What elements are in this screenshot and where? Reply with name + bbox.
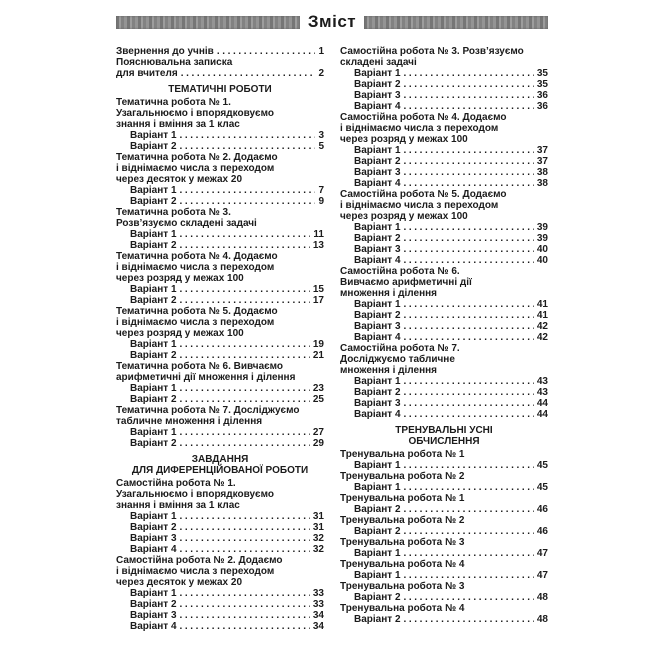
variant-row-label: Варіант 1 (130, 339, 177, 350)
variant-row (116, 588, 324, 599)
variant-row-label: Варіант 2 (354, 504, 401, 515)
variant-row (116, 621, 324, 632)
work-title-line: складені задачі (340, 57, 417, 68)
page-number: 40 (536, 244, 548, 255)
dot-leader (404, 460, 534, 471)
page-number: 33 (312, 588, 324, 599)
work-title-line: множення і ділення (340, 288, 438, 299)
page-number: 48 (536, 614, 548, 625)
variant-row (340, 376, 548, 387)
variant-row-label: Варіант 3 (130, 533, 177, 544)
page-number: 17 (312, 295, 324, 306)
toc-header (116, 12, 548, 32)
variant-row (116, 196, 324, 207)
variant-row-label: Варіант 3 (354, 398, 401, 409)
page-number: 36 (536, 101, 548, 112)
page-number: 45 (536, 460, 548, 471)
page-number: 39 (536, 233, 548, 244)
work-title-line: через десяток у межах 20 (116, 577, 243, 588)
work-title-line: Самостійна робота № 5. Додаємо (340, 189, 507, 200)
variant-row (340, 145, 548, 156)
variant-row-label: Варіант 1 (354, 145, 401, 156)
dot-leader (404, 233, 534, 244)
variant-row-label: Варіант 2 (130, 438, 177, 449)
page-number: 38 (536, 167, 548, 178)
variant-row (340, 504, 548, 515)
page-number: 47 (536, 570, 548, 581)
variant-row-label: Варіант 1 (130, 130, 177, 141)
dot-leader (404, 376, 534, 387)
entry-row-label: Звернення до учнів (116, 46, 214, 57)
dot-leader (180, 588, 310, 599)
dot-leader (404, 548, 534, 559)
work-title-line: Самостійна робота № 4. Додаємо (340, 112, 507, 123)
dot-leader (404, 101, 534, 112)
page-number: 31 (312, 511, 324, 522)
variant-row (116, 522, 324, 533)
variant-row-label: Варіант 1 (130, 427, 177, 438)
work-title-line: і віднімаємо числа з переходом (340, 200, 499, 211)
variant-row-label: Варіант 1 (130, 284, 177, 295)
page-number: 13 (312, 240, 324, 251)
entry-line: Пояснювальна записка (116, 57, 233, 68)
variant-row-label: Варіант 1 (354, 299, 401, 310)
page-number: 43 (536, 376, 548, 387)
entry-row-label: для вчителя (116, 68, 178, 79)
variant-row (116, 599, 324, 610)
variant-row-label: Варіант 1 (130, 588, 177, 599)
variant-row-label: Варіант 2 (354, 156, 401, 167)
dot-leader (180, 141, 316, 152)
dot-leader (404, 244, 534, 255)
variant-row-label: Варіант 2 (130, 196, 177, 207)
page-number: 34 (312, 610, 324, 621)
dot-leader (180, 295, 310, 306)
dot-leader (404, 482, 534, 493)
page-number: 36 (536, 90, 548, 101)
dot-leader (180, 533, 310, 544)
toc-work (116, 405, 324, 449)
page-number: 37 (536, 156, 548, 167)
variant-row (340, 178, 548, 189)
dot-leader (404, 310, 534, 321)
work-title-line: арифметичні дії множення і ділення (116, 372, 296, 383)
toc-work (116, 361, 324, 405)
variant-row-label: Варіант 3 (130, 610, 177, 621)
variant-row-label: Варіант 2 (130, 141, 177, 152)
variant-row (116, 383, 324, 394)
page-number: 1 (318, 46, 324, 57)
work-title-line: Самостійна робота № 2. Додаємо (116, 555, 283, 566)
variant-row (116, 427, 324, 438)
variant-row-label: Варіант 4 (354, 255, 401, 266)
work-title-line: і віднімаємо числа з переходом (116, 317, 275, 328)
work-title-line: Тематична робота № 1. (116, 97, 231, 108)
toc-work (340, 266, 548, 343)
work-title-line: через десяток у межах 20 (116, 174, 243, 185)
dot-leader (404, 145, 534, 156)
dot-leader (180, 350, 310, 361)
variant-row-label: Варіант 2 (130, 295, 177, 306)
dot-leader (404, 409, 534, 420)
variant-row-label: Варіант 4 (354, 409, 401, 420)
page-number: 31 (312, 522, 324, 533)
variant-row-label: Варіант 1 (130, 511, 177, 522)
variant-row-label: Варіант 2 (354, 233, 401, 244)
dot-leader (180, 610, 310, 621)
variant-row (340, 222, 548, 233)
variant-row (116, 185, 324, 196)
work-title-line: і віднімаємо числа з переходом (116, 566, 275, 577)
work-title-line: через розряд у межах 100 (340, 211, 468, 222)
dot-leader (180, 522, 310, 533)
variant-row (116, 610, 324, 621)
section-heading-line: ЗАВДАННЯ (191, 454, 249, 465)
work-title-line: знання і вміння за 1 клас (116, 500, 240, 511)
page-number: 11 (313, 229, 324, 240)
variant-row-label: Варіант 1 (130, 229, 177, 240)
work-title-line: Самостійна робота № 3. Розв’язуємо (340, 46, 524, 57)
page-number: 21 (312, 350, 324, 361)
variant-row (116, 295, 324, 306)
work-title-line: Тематична робота № 4. Додаємо (116, 251, 278, 262)
header-decoration-left (116, 16, 300, 29)
dot-leader (180, 130, 316, 141)
toc-column-right (340, 46, 548, 642)
variant-row-label: Варіант 2 (130, 394, 177, 405)
toc-work (340, 603, 548, 625)
dot-leader (180, 599, 310, 610)
toc-columns (116, 46, 548, 642)
variant-row-label: Варіант 4 (354, 101, 401, 112)
dot-leader (181, 68, 316, 79)
dot-leader (404, 68, 534, 79)
toc-work (116, 555, 324, 632)
work-title-line: Самостійна робота № 6. (340, 266, 460, 277)
variant-row (340, 321, 548, 332)
variant-row (340, 614, 548, 625)
page-number: 33 (312, 599, 324, 610)
variant-row (116, 229, 324, 240)
work-title-line: Тренувальна робота № 1 (340, 449, 465, 460)
variant-row-label: Варіант 1 (354, 570, 401, 581)
variant-row (340, 156, 548, 167)
variant-row (340, 167, 548, 178)
page-number: 42 (536, 321, 548, 332)
dot-leader (404, 526, 534, 537)
work-title-line: множення і ділення (340, 365, 438, 376)
variant-row-label: Варіант 2 (354, 592, 401, 603)
page-number: 27 (312, 427, 324, 438)
dot-leader (404, 167, 534, 178)
page-number: 25 (312, 394, 324, 405)
page-number: 47 (536, 548, 548, 559)
variant-row (340, 332, 548, 343)
work-title-line: Тематична робота № 7. Досліджуємо (116, 405, 300, 416)
page-number: 42 (536, 332, 548, 343)
variant-row-label: Варіант 3 (354, 90, 401, 101)
variant-row (340, 526, 548, 537)
variant-row (340, 310, 548, 321)
dot-leader (180, 544, 310, 555)
page-number: 23 (312, 383, 324, 394)
page-number: 37 (536, 145, 548, 156)
variant-row-label: Варіант 3 (354, 321, 401, 332)
variant-row-label: Варіант 1 (130, 185, 177, 196)
variant-row (340, 255, 548, 266)
dot-leader (404, 332, 534, 343)
page-number: 43 (536, 387, 548, 398)
dot-leader (404, 592, 534, 603)
variant-row-label: Варіант 2 (354, 310, 401, 321)
work-title-line: Тематична робота № 2. Додаємо (116, 152, 278, 163)
variant-row (340, 299, 548, 310)
variant-row (340, 68, 548, 79)
work-title-line: і віднімаємо числа з переходом (116, 163, 275, 174)
dot-leader (180, 185, 316, 196)
dot-leader (180, 383, 310, 394)
dot-leader (180, 438, 310, 449)
dot-leader (180, 511, 310, 522)
variant-row (340, 570, 548, 581)
variant-row-label: Варіант 2 (354, 79, 401, 90)
variant-row (340, 90, 548, 101)
toc-entry (116, 57, 324, 79)
page-number: 3 (318, 130, 324, 141)
work-title-line: через розряд у межах 100 (116, 273, 244, 284)
page-number: 35 (536, 79, 548, 90)
variant-row (340, 79, 548, 90)
work-title-line: Тренувальна робота № 2 (340, 471, 465, 482)
toc-work (340, 581, 548, 603)
section-heading-line: ТЕМАТИЧНІ РОБОТИ (168, 84, 272, 95)
work-title-line: через розряд у межах 100 (340, 134, 468, 145)
variant-row (116, 130, 324, 141)
dot-leader (180, 229, 311, 240)
dot-leader (404, 398, 534, 409)
dot-leader (404, 156, 534, 167)
dot-leader (404, 255, 534, 266)
toc-work (116, 306, 324, 361)
dot-leader (404, 299, 534, 310)
variant-row (340, 398, 548, 409)
dot-leader (180, 427, 310, 438)
entry-row (116, 68, 324, 79)
work-title-line: Тематична робота № 3. (116, 207, 231, 218)
variant-row-label: Варіант 2 (354, 614, 401, 625)
variant-row (116, 394, 324, 405)
toc-work (340, 189, 548, 266)
work-title-line: Самостійна робота № 7. (340, 343, 460, 354)
section-heading (340, 425, 548, 447)
page-number: 46 (536, 526, 548, 537)
page-number: 34 (312, 621, 324, 632)
dot-leader (404, 504, 534, 515)
toc-work (340, 493, 548, 515)
work-title-line: Узагальнюємо і впорядковуємо (116, 489, 274, 500)
page-number: 46 (536, 504, 548, 515)
section-heading (116, 84, 324, 95)
toc-work (116, 97, 324, 152)
page-number: 5 (318, 141, 324, 152)
work-title-line: Розв’язуємо складені задачі (116, 218, 257, 229)
page-number: 19 (312, 339, 324, 350)
dot-leader (180, 339, 310, 350)
work-title-line: Узагальнюємо і впорядковуємо (116, 108, 274, 119)
dot-leader (180, 284, 310, 295)
dot-leader (404, 387, 534, 398)
toc-work (116, 152, 324, 207)
variant-row-label: Варіант 3 (354, 244, 401, 255)
work-title-line: табличне множення і ділення (116, 416, 263, 427)
work-title-line: Вивчаємо арифметичні дії (340, 277, 472, 288)
dot-leader (404, 178, 534, 189)
toc-column-left (116, 46, 324, 642)
work-title-line: Тематична робота № 5. Додаємо (116, 306, 278, 317)
variant-row-label: Варіант 4 (130, 621, 177, 632)
page-number: 44 (536, 409, 548, 420)
toc-work (340, 515, 548, 537)
variant-row (340, 548, 548, 559)
dot-leader (404, 90, 534, 101)
dot-leader (404, 79, 534, 90)
variant-row (116, 141, 324, 152)
variant-row (116, 533, 324, 544)
variant-row (340, 592, 548, 603)
section-heading-line: ДЛЯ ДИФЕРЕНЦІЙОВАНОЇ РОБОТИ (131, 465, 309, 476)
page-title: Зміст (307, 12, 357, 31)
page-number: 29 (312, 438, 324, 449)
variant-row-label: Варіант 2 (130, 522, 177, 533)
toc-work (340, 559, 548, 581)
variant-row-label: Варіант 1 (354, 482, 401, 493)
work-title-line: і віднімаємо числа з переходом (340, 123, 499, 134)
page-number: 39 (536, 222, 548, 233)
variant-row (116, 284, 324, 295)
work-title-line: знання і вміння за 1 клас (116, 119, 240, 130)
variant-row (116, 544, 324, 555)
variant-row (340, 460, 548, 471)
work-title-line: Тренувальна робота № 2 (340, 515, 465, 526)
toc-work (340, 112, 548, 189)
toc-entry (116, 46, 324, 57)
variant-row-label: Варіант 1 (354, 376, 401, 387)
variant-row-label: Варіант 1 (354, 460, 401, 471)
dot-leader (180, 240, 310, 251)
variant-row-label: Варіант 4 (354, 178, 401, 189)
variant-row (116, 240, 324, 251)
variant-row-label: Варіант 2 (354, 387, 401, 398)
toc-work (116, 207, 324, 251)
page-number: 41 (536, 310, 548, 321)
page-number: 45 (536, 482, 548, 493)
variant-row (116, 511, 324, 522)
section-heading-line: ОБЧИСЛЕННЯ (408, 436, 480, 447)
work-title-line: Тренувальна робота № 4 (340, 559, 465, 570)
header-decoration-right (364, 16, 548, 29)
variant-row-label: Варіант 1 (354, 68, 401, 79)
page-number: 48 (536, 592, 548, 603)
work-title-line: Тренувальна робота № 3 (340, 537, 465, 548)
variant-row-label: Варіант 4 (354, 332, 401, 343)
variant-row-label: Варіант 2 (130, 599, 177, 610)
dot-leader (404, 570, 534, 581)
variant-row (340, 244, 548, 255)
page-number: 32 (312, 544, 324, 555)
work-title-line: і віднімаємо числа з переходом (116, 262, 275, 273)
page-number: 32 (312, 533, 324, 544)
variant-row-label: Варіант 1 (354, 548, 401, 559)
page-number: 41 (536, 299, 548, 310)
toc-work (116, 251, 324, 306)
dot-leader (404, 321, 534, 332)
page-number: 9 (318, 196, 324, 207)
page-number: 35 (536, 68, 548, 79)
variant-row-label: Варіант 2 (354, 526, 401, 537)
work-title-line: Тренувальна робота № 4 (340, 603, 465, 614)
variant-row-label: Варіант 1 (130, 383, 177, 394)
page-number: 40 (536, 255, 548, 266)
toc-work (116, 478, 324, 555)
work-title-line: Тренувальна робота № 1 (340, 493, 465, 504)
work-title-line: Тренувальна робота № 3 (340, 581, 465, 592)
page-number: 15 (312, 284, 324, 295)
variant-row (340, 482, 548, 493)
work-title-line: Досліджуємо табличне (340, 354, 455, 365)
page-number: 2 (318, 68, 324, 79)
dot-leader (217, 46, 316, 57)
variant-row-label: Варіант 2 (130, 350, 177, 361)
variant-row (116, 438, 324, 449)
variant-row-label: Варіант 2 (130, 240, 177, 251)
variant-row (116, 350, 324, 361)
dot-leader (404, 222, 534, 233)
section-heading-line: ТРЕНУВАЛЬНІ УСНІ (395, 425, 493, 436)
work-title-line: через розряд у межах 100 (116, 328, 244, 339)
dot-leader (180, 196, 316, 207)
variant-row (340, 409, 548, 420)
toc-work (340, 343, 548, 420)
entry-row (116, 46, 324, 57)
page-number: 44 (536, 398, 548, 409)
variant-row (116, 339, 324, 350)
toc-work (340, 449, 548, 471)
page-number: 38 (536, 178, 548, 189)
work-title-line: Тематична робота № 6. Вивчаємо (116, 361, 284, 372)
variant-row-label: Варіант 1 (354, 222, 401, 233)
toc-work (340, 46, 548, 112)
variant-row (340, 101, 548, 112)
page-number: 7 (318, 185, 324, 196)
toc-work (340, 537, 548, 559)
dot-leader (404, 614, 534, 625)
section-heading (116, 454, 324, 476)
work-title-line: Самостійна робота № 1. (116, 478, 236, 489)
dot-leader (180, 394, 310, 405)
variant-row-label: Варіант 4 (130, 544, 177, 555)
variant-row (340, 387, 548, 398)
variant-row (340, 233, 548, 244)
variant-row-label: Варіант 3 (354, 167, 401, 178)
dot-leader (180, 621, 310, 632)
toc-work (340, 471, 548, 493)
